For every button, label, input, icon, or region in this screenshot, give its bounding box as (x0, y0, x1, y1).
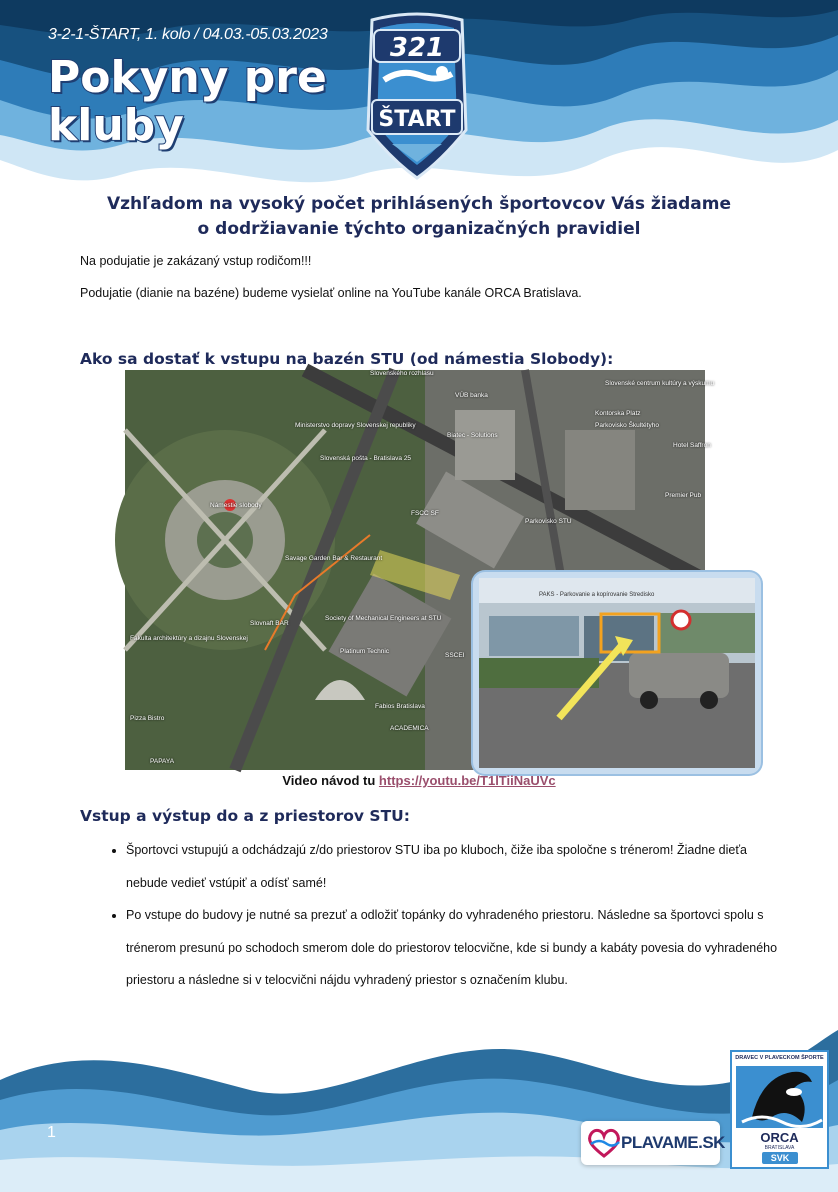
no-parents-note: Na podujatie je zakázaný vstup rodičom!!! (80, 254, 312, 268)
list-item: • Po vstupe do budovy je nutné sa prezuť a odložiť topánky do vyhradeného priestoru. Následne sa športovci spolu s trénerom presunú po schodoch smerom dole do priestorov telocvične, kde si bundy a kabáty povesia do vyhradeného priestoru a následne si v telocvični nájdu vyhradený priestor s označením klubu. (126, 899, 786, 997)
event-subtitle: 3-2-1-ŠTART, 1. kolo / 04.03.-05.03.2023 (48, 26, 328, 43)
intro-line-2: o dodržiavanie týchto organizačných pravidiel (197, 219, 641, 239)
video-guide (0, 773, 838, 788)
map-section-heading: Ako sa dostať k vstupu na bazén STU (od námestia Slobody): (80, 350, 614, 368)
map-label: FSCC SF (411, 510, 439, 517)
plavame-text: PLAVAME.SK (621, 1133, 725, 1152)
orca-name: ORCA (760, 1130, 799, 1145)
map-label: Parkovisko STU (525, 518, 572, 525)
entrance-photo-inset (473, 572, 761, 774)
orca-city: BRATISLAVA (764, 1145, 795, 1151)
map-label: Parkovisko Škultétyho (595, 422, 659, 429)
page-number: 1 (47, 1124, 56, 1141)
stream-note: Podujatie (dianie na bazéne) budeme vysielať online na YouTube kanále ORCA Bratislava. (80, 286, 582, 300)
map-label: Slovenská pošta - Bratislava 25 (320, 455, 412, 462)
321-start-logo (362, 10, 472, 180)
inset-caption: PAKS - Parkovanie a kopírovanie Stredisko (539, 592, 655, 598)
intro-line-1: Vzhľadom na vysoký počet prihlásených športovcov Vás žiadame (106, 194, 732, 214)
map-label: Fabios Bratislava (375, 703, 425, 710)
map-label: Society of Mechanical Engineers at STU (325, 615, 442, 622)
map-label: Pizza Bistro (130, 715, 165, 722)
map-label: Premier Pub (665, 492, 702, 499)
plavame-logo[interactable] (581, 1121, 725, 1165)
map-label: SSCEI (445, 652, 465, 659)
logo-word: ŠTART (378, 107, 456, 132)
map-label: Slovnaft BAR (250, 620, 289, 627)
entry-section-heading: Vstup a výstup do a z priestorov STU: (80, 807, 410, 825)
map-label: Hotel Saffron (673, 442, 711, 449)
map-label: Biatec - Solutions (447, 432, 498, 439)
map-label: Slovenského rozhlasu (370, 370, 434, 377)
map-label: VÚB banka (455, 392, 488, 399)
orca-tagline: DRAVEC V PLAVECKOM ŠPORTE (735, 1055, 824, 1061)
entry-rules-list (100, 834, 786, 997)
title-line-1: Pokyny pre (48, 52, 327, 103)
map-label: PAPAYA (150, 758, 175, 765)
video-label: Video návod tu (282, 773, 376, 788)
orca-whale-icon (732, 1062, 827, 1132)
heart-icon (587, 1128, 621, 1158)
logo-number: 321 (389, 33, 445, 63)
map-label: Kontorska Platz (595, 410, 641, 417)
map-label: Fakulta architektúry a dizajnu Slovenskej (130, 635, 248, 642)
video-link[interactable]: https://youtu.be/T1lTiiNaUVc (378, 773, 556, 788)
title-line-2: kluby (48, 100, 184, 151)
list-item: • Športovci vstupujú a odchádzajú z/do priestorov STU iba po kluboch, čiže iba spoločne s trénerom! Žiadne dieťa nebude vedieť vstúpiť a odísť samé! (126, 834, 786, 899)
map-label: Savage Garden Bar & Restaurant (285, 555, 383, 562)
map-label: Slovenské centrum kultúry a výskumu (605, 380, 715, 387)
svk-badge: SVK (762, 1152, 798, 1164)
map-label: Námestie slobody (210, 502, 262, 509)
map-label: ACADEMICA (390, 725, 429, 732)
page-title (48, 54, 368, 150)
map-label: Platinum Technic (340, 648, 390, 655)
entrance-photo (479, 578, 755, 768)
map-label: Ministerstvo dopravy Slovenskej republiky (295, 422, 416, 429)
intro-heading (0, 192, 838, 242)
orca-bratislava-logo[interactable] (730, 1050, 829, 1169)
